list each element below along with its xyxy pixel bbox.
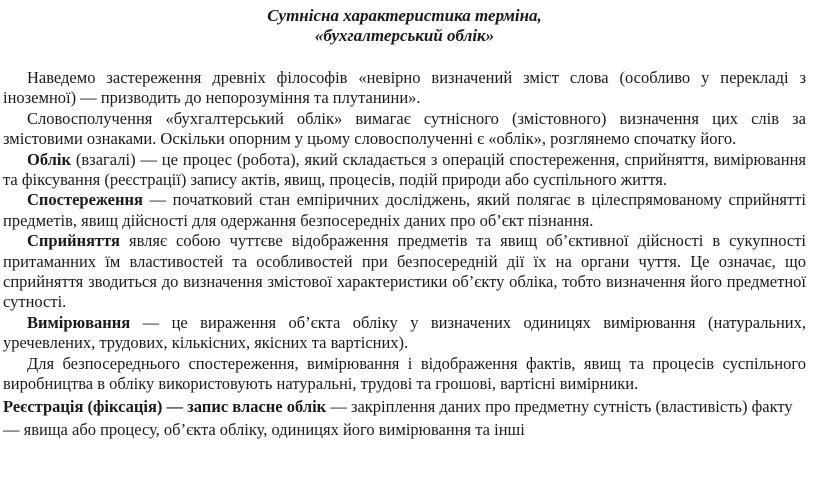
document-title — [3, 6, 806, 46]
title-line-2: «бухгалтерський облік» — [314, 26, 495, 45]
term-vymiriuvannia: Вимірювання — [27, 312, 131, 332]
document-body — [3, 68, 806, 441]
term-sposterezhennia: Спостереження — [27, 190, 143, 210]
paragraph-spryiniattia: Сприйняття являє собою чуттєве відображення предметів та явищ об’єктивної дійсності в сукупності притаманних їм властивостей та особливостей при безпосередній дії їх на органи чуття. Це означає, що сприйняття зводиться до визначення змістової характеристики об’єкту обліка, тобто визначення його предметної сутності. — [3, 231, 806, 312]
title-line-1: Сутнісна характеристика терміна, — [267, 6, 542, 25]
term-oblik: Облік — [27, 149, 72, 169]
paragraph-sposterezhennia: Спостереження — початковий стан емпіричних досліджень, який полягає в цілеспрямованому сприйнятті предметів, явищ дійсності для одержання безпосередніх даних про об’єкт пізнання. — [3, 190, 806, 230]
term-spryiniattia: Сприйняття — [27, 231, 120, 251]
paragraph-vymiriuvannia: Вимірювання — це вираження об’єкта обліку у визначених одиницях вимірювання (натуральних, уречевлених, трудових, кількісних, якісних та вартісних). — [3, 312, 806, 353]
paragraph-reiestratsiia: Реєстрація (фіксація) — запис власне облік — закріплення даних про предметну сутність (властивість) факту — явища або процесу, об’єкта обліку, одиницях його вимірювання та інші — [3, 396, 793, 439]
paragraph-intro-quote: Наведемо застереження древніх філософів «невірно визначений зміст слова (особливо у перекладі з іноземної) — призводить до непорозуміння та плутанини». — [3, 68, 806, 108]
paragraph-measurement-units: Для безпосереднього спостереження, вимірювання і відображення фактів, явищ та процесів суспільного виробництва в обліку використовують натуральні, трудові та грошові, вартісні вимірники. — [3, 353, 806, 394]
paragraph-oblik: Облік (взагалі) — це процес (робота), який складається з операцій спостереження, сприйняття, вимірювання та фіксування (реєстрації) запису актів, явищ, процесів, подій природи або суспільного життя. — [3, 149, 806, 190]
term-reiestratsiia: Реєстрація (фіксація) — запис власне облік — [3, 396, 327, 416]
paragraph-term-definition: Словосполучення «бухгалтерський облік» вимагає сутнісного (змістовного) визначення цих слів за змістовими ознаками. Оскільки опорним у цьому словосполученні є «облік», розглянемо спочатку його. — [3, 108, 806, 149]
